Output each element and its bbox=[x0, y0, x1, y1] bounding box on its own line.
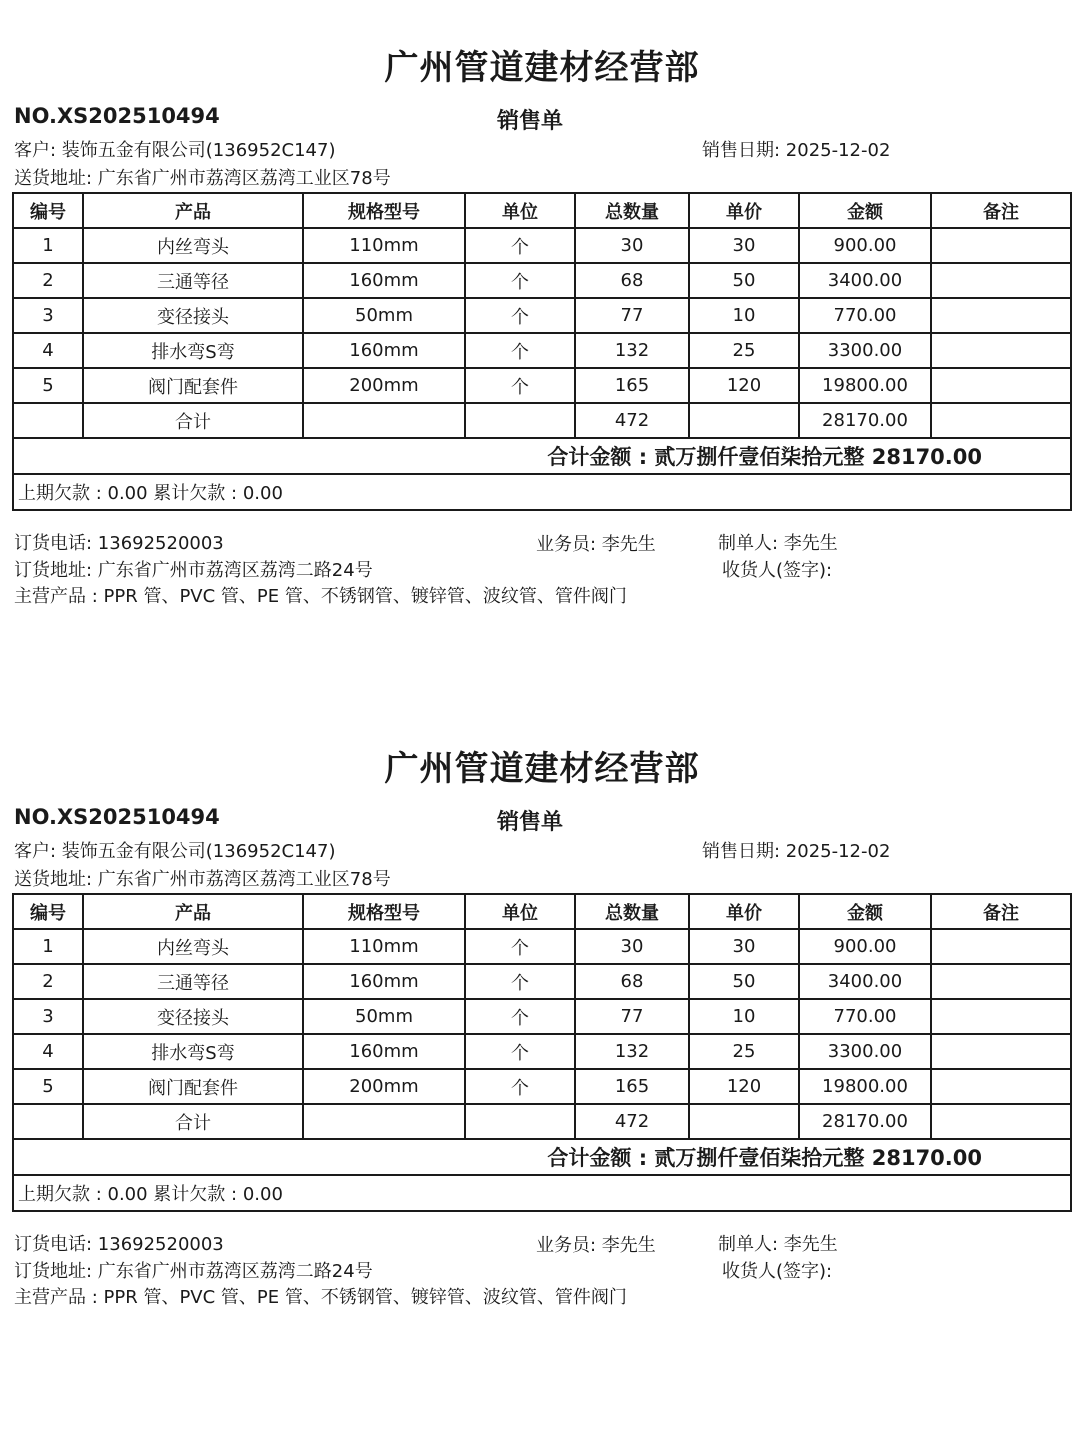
cell-note bbox=[931, 263, 1071, 298]
subtotal-price bbox=[689, 1104, 799, 1139]
delivery-address: 送货地址: 广东省广州市荔湾区荔湾工业区78号 bbox=[14, 869, 391, 890]
cell-note bbox=[931, 333, 1071, 368]
order-number: NO.XS202510494 bbox=[14, 805, 220, 829]
cell-unit: 个 bbox=[465, 228, 575, 263]
table-row bbox=[13, 999, 1071, 1034]
cell-amount: 3300.00 bbox=[799, 1034, 931, 1069]
table-row bbox=[13, 964, 1071, 999]
cell-no: 5 bbox=[13, 1069, 83, 1104]
cell-no: 1 bbox=[13, 929, 83, 964]
subtotal-price bbox=[689, 403, 799, 438]
cell-unit: 个 bbox=[465, 298, 575, 333]
table-row bbox=[13, 929, 1071, 964]
header-unit: 单位 bbox=[465, 894, 575, 929]
sale-date: 销售日期: 2025-12-02 bbox=[702, 841, 891, 862]
cell-spec: 160mm bbox=[303, 964, 465, 999]
subtotal-no bbox=[13, 1104, 83, 1139]
cell-spec: 160mm bbox=[303, 263, 465, 298]
header-no: 编号 bbox=[13, 193, 83, 228]
header-spec: 规格型号 bbox=[303, 894, 465, 929]
table-row bbox=[13, 263, 1071, 298]
cell-note bbox=[931, 964, 1071, 999]
subtotal-note bbox=[931, 1104, 1071, 1139]
subtotal-note bbox=[931, 403, 1071, 438]
order-phone: 订货电话: 13692520003 bbox=[14, 1234, 224, 1255]
cell-product: 变径接头 bbox=[83, 298, 303, 333]
subtotal-unit bbox=[465, 403, 575, 438]
cell-spec: 110mm bbox=[303, 228, 465, 263]
cell-price: 30 bbox=[689, 929, 799, 964]
cell-amount: 19800.00 bbox=[799, 368, 931, 403]
salesman: 业务员: 李先生 bbox=[536, 534, 656, 555]
cell-no: 2 bbox=[13, 263, 83, 298]
document-type: 销售单 bbox=[497, 109, 564, 134]
header-note: 备注 bbox=[931, 894, 1071, 929]
cell-note bbox=[931, 1034, 1071, 1069]
table-header-row bbox=[13, 894, 1071, 929]
cell-product: 阀门配套件 bbox=[83, 1069, 303, 1104]
header-quantity: 总数量 bbox=[575, 193, 689, 228]
header-product: 产品 bbox=[83, 894, 303, 929]
order-number: NO.XS202510494 bbox=[14, 104, 220, 128]
cell-price: 120 bbox=[689, 368, 799, 403]
sale-date: 销售日期: 2025-12-02 bbox=[702, 140, 891, 161]
subtotal-quantity: 472 bbox=[575, 1104, 689, 1139]
subtotal-label: 合计 bbox=[83, 403, 303, 438]
cell-price: 30 bbox=[689, 228, 799, 263]
cell-spec: 110mm bbox=[303, 929, 465, 964]
cell-product: 三通等径 bbox=[83, 263, 303, 298]
cell-note bbox=[931, 999, 1071, 1034]
order-address: 订货地址: 广东省广州市荔湾区荔湾二路24号 bbox=[14, 560, 373, 581]
cell-spec: 200mm bbox=[303, 368, 465, 403]
cell-no: 5 bbox=[13, 368, 83, 403]
cell-price: 120 bbox=[689, 1069, 799, 1104]
cell-quantity: 68 bbox=[575, 964, 689, 999]
cell-no: 4 bbox=[13, 333, 83, 368]
document-maker: 制单人: 李先生 bbox=[718, 533, 838, 554]
items-table bbox=[12, 192, 1072, 511]
table-row bbox=[13, 228, 1071, 263]
debt-info: 上期欠款 : 0.00 累计欠款 : 0.00 bbox=[13, 474, 1071, 510]
cell-spec: 50mm bbox=[303, 298, 465, 333]
cell-unit: 个 bbox=[465, 263, 575, 298]
debt-row bbox=[13, 474, 1071, 510]
receiver-signature: 收货人(签字): bbox=[722, 1261, 833, 1282]
cell-spec: 160mm bbox=[303, 333, 465, 368]
company-name: 广州管道建材经营部 bbox=[384, 749, 700, 789]
cell-note bbox=[931, 298, 1071, 333]
subtotal-row bbox=[13, 1104, 1071, 1139]
cell-amount: 770.00 bbox=[799, 298, 931, 333]
total-amount-row bbox=[13, 1139, 1071, 1175]
total-amount-row bbox=[13, 438, 1071, 474]
debt-row bbox=[13, 1175, 1071, 1211]
items-table bbox=[12, 893, 1072, 1212]
receiver-signature: 收货人(签字): bbox=[722, 560, 833, 581]
cell-price: 10 bbox=[689, 298, 799, 333]
header-spec: 规格型号 bbox=[303, 193, 465, 228]
cell-amount: 3400.00 bbox=[799, 263, 931, 298]
cell-amount: 900.00 bbox=[799, 929, 931, 964]
cell-quantity: 77 bbox=[575, 999, 689, 1034]
subtotal-row bbox=[13, 403, 1071, 438]
header-unit: 单位 bbox=[465, 193, 575, 228]
header-product: 产品 bbox=[83, 193, 303, 228]
cell-product: 变径接头 bbox=[83, 999, 303, 1034]
cell-amount: 900.00 bbox=[799, 228, 931, 263]
cell-note bbox=[931, 1069, 1071, 1104]
salesman: 业务员: 李先生 bbox=[536, 1235, 656, 1256]
subtotal-no bbox=[13, 403, 83, 438]
header-price: 单价 bbox=[689, 894, 799, 929]
header-note: 备注 bbox=[931, 193, 1071, 228]
table-row bbox=[13, 1069, 1071, 1104]
cell-quantity: 132 bbox=[575, 333, 689, 368]
cell-no: 3 bbox=[13, 298, 83, 333]
cell-quantity: 30 bbox=[575, 228, 689, 263]
cell-no: 2 bbox=[13, 964, 83, 999]
cell-product: 阀门配套件 bbox=[83, 368, 303, 403]
cell-product: 排水弯S弯 bbox=[83, 333, 303, 368]
cell-quantity: 165 bbox=[575, 368, 689, 403]
subtotal-spec bbox=[303, 1104, 465, 1139]
subtotal-amount: 28170.00 bbox=[799, 403, 931, 438]
total-amount-in-words: 合计金额 : 贰万捌仟壹佰柒拾元整 28170.00 bbox=[13, 438, 1071, 474]
header-price: 单价 bbox=[689, 193, 799, 228]
cell-unit: 个 bbox=[465, 333, 575, 368]
table-row bbox=[13, 368, 1071, 403]
header-amount: 金额 bbox=[799, 894, 931, 929]
order-address: 订货地址: 广东省广州市荔湾区荔湾二路24号 bbox=[14, 1261, 373, 1282]
cell-unit: 个 bbox=[465, 964, 575, 999]
subtotal-label: 合计 bbox=[83, 1104, 303, 1139]
cell-product: 内丝弯头 bbox=[83, 929, 303, 964]
total-amount-in-words: 合计金额 : 贰万捌仟壹佰柒拾元整 28170.00 bbox=[13, 1139, 1071, 1175]
cell-unit: 个 bbox=[465, 929, 575, 964]
customer-info: 客户: 装饰五金有限公司(136952C147) bbox=[14, 140, 336, 161]
table-row bbox=[13, 298, 1071, 333]
delivery-address: 送货地址: 广东省广州市荔湾区荔湾工业区78号 bbox=[14, 168, 391, 189]
debt-info: 上期欠款 : 0.00 累计欠款 : 0.00 bbox=[13, 1175, 1071, 1211]
cell-quantity: 30 bbox=[575, 929, 689, 964]
cell-note bbox=[931, 368, 1071, 403]
cell-quantity: 165 bbox=[575, 1069, 689, 1104]
cell-spec: 200mm bbox=[303, 1069, 465, 1104]
table-row bbox=[13, 1034, 1071, 1069]
cell-note bbox=[931, 929, 1071, 964]
cell-no: 4 bbox=[13, 1034, 83, 1069]
header-amount: 金额 bbox=[799, 193, 931, 228]
document-type: 销售单 bbox=[497, 810, 564, 835]
cell-quantity: 77 bbox=[575, 298, 689, 333]
header-quantity: 总数量 bbox=[575, 894, 689, 929]
cell-spec: 50mm bbox=[303, 999, 465, 1034]
cell-quantity: 132 bbox=[575, 1034, 689, 1069]
subtotal-spec bbox=[303, 403, 465, 438]
document-maker: 制单人: 李先生 bbox=[718, 1234, 838, 1255]
cell-no: 3 bbox=[13, 999, 83, 1034]
main-products: 主营产品 : PPR 管、PVC 管、PE 管、不锈钢管、镀锌管、波纹管、管件阀门 bbox=[14, 1287, 627, 1308]
cell-amount: 3300.00 bbox=[799, 333, 931, 368]
cell-amount: 3400.00 bbox=[799, 964, 931, 999]
cell-unit: 个 bbox=[465, 999, 575, 1034]
cell-unit: 个 bbox=[465, 1069, 575, 1104]
cell-product: 内丝弯头 bbox=[83, 228, 303, 263]
cell-note bbox=[931, 228, 1071, 263]
cell-unit: 个 bbox=[465, 1034, 575, 1069]
subtotal-unit bbox=[465, 1104, 575, 1139]
subtotal-quantity: 472 bbox=[575, 403, 689, 438]
order-phone: 订货电话: 13692520003 bbox=[14, 533, 224, 554]
cell-spec: 160mm bbox=[303, 1034, 465, 1069]
header-no: 编号 bbox=[13, 894, 83, 929]
cell-price: 25 bbox=[689, 1034, 799, 1069]
table-header-row bbox=[13, 193, 1071, 228]
cell-price: 50 bbox=[689, 263, 799, 298]
cell-quantity: 68 bbox=[575, 263, 689, 298]
cell-price: 10 bbox=[689, 999, 799, 1034]
company-name: 广州管道建材经营部 bbox=[384, 48, 700, 88]
cell-price: 25 bbox=[689, 333, 799, 368]
main-products: 主营产品 : PPR 管、PVC 管、PE 管、不锈钢管、镀锌管、波纹管、管件阀门 bbox=[14, 586, 627, 607]
cell-product: 排水弯S弯 bbox=[83, 1034, 303, 1069]
cell-no: 1 bbox=[13, 228, 83, 263]
subtotal-amount: 28170.00 bbox=[799, 1104, 931, 1139]
customer-info: 客户: 装饰五金有限公司(136952C147) bbox=[14, 841, 336, 862]
cell-product: 三通等径 bbox=[83, 964, 303, 999]
cell-amount: 770.00 bbox=[799, 999, 931, 1034]
cell-amount: 19800.00 bbox=[799, 1069, 931, 1104]
table-row bbox=[13, 333, 1071, 368]
cell-unit: 个 bbox=[465, 368, 575, 403]
cell-price: 50 bbox=[689, 964, 799, 999]
